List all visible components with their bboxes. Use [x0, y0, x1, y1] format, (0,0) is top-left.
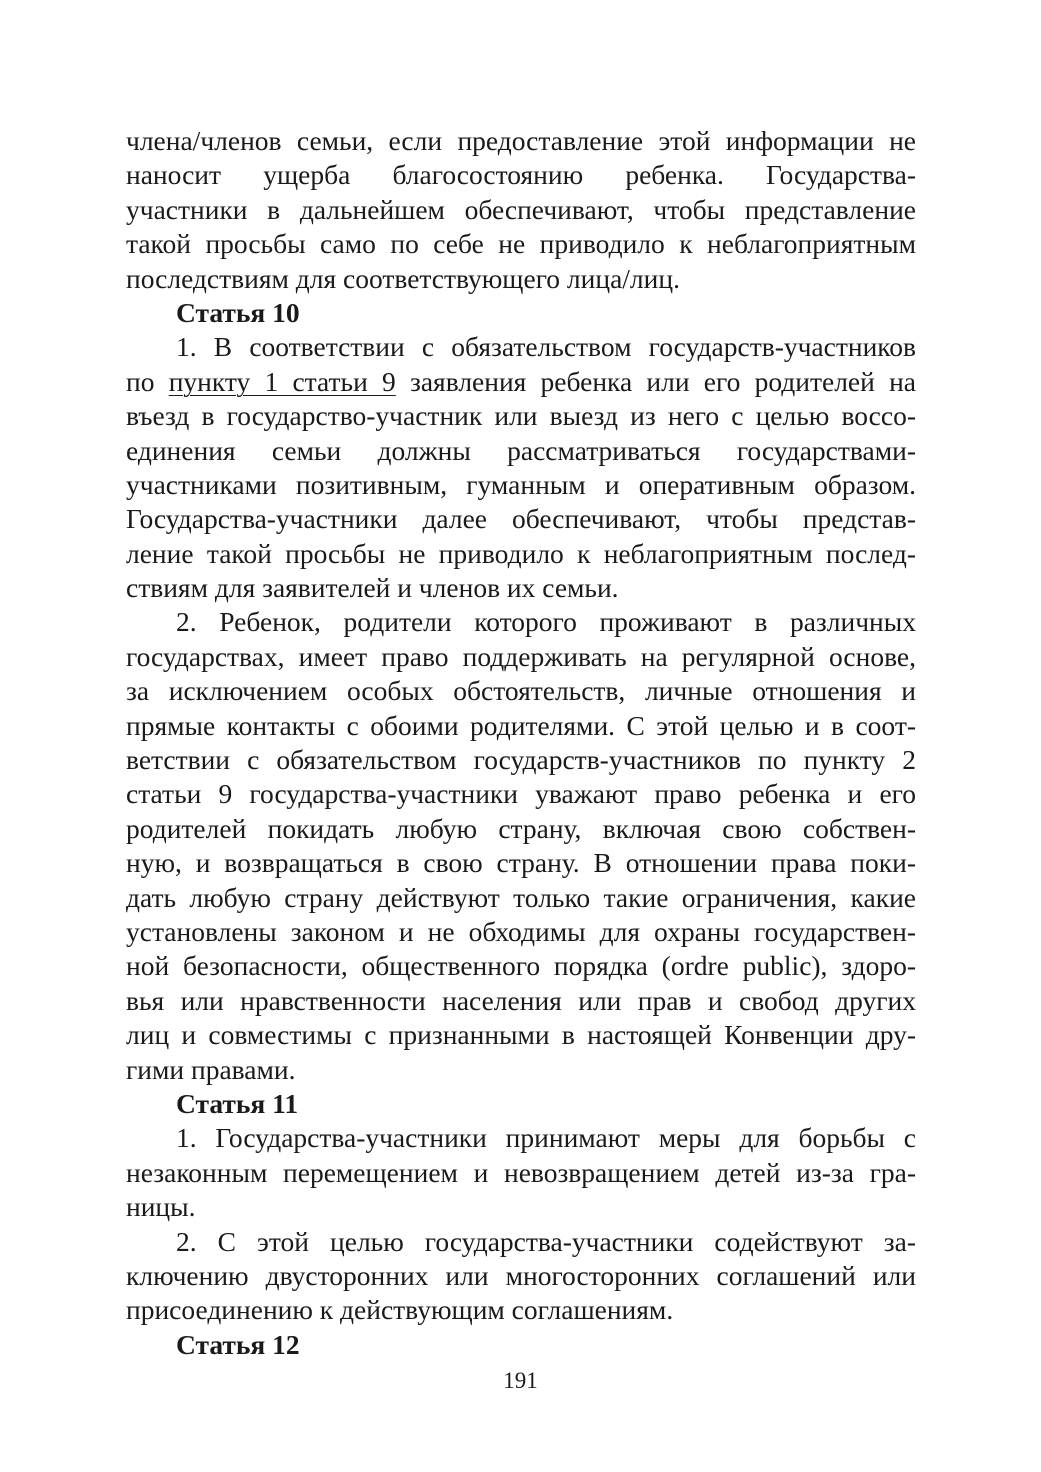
- text-line: единения семьи должны рассматриваться государствами-: [126, 434, 916, 466]
- article-10-heading: Статья 10: [176, 296, 300, 328]
- text-line: ление такой просьбы не приводило к неблагоприятным послед-: [126, 537, 916, 569]
- text-line: прямые контакты с обоими родителями. С этой целью и в соот-: [126, 709, 916, 741]
- text-line: родителей покидать любую страну, включая свою собствен-: [126, 812, 916, 844]
- text-line: ницы.: [126, 1191, 196, 1223]
- text-line: члена/членов семьи, если предоставление этой информации не: [126, 125, 916, 156]
- text-line: 1. В соответствии с обязательством государств-участников: [176, 331, 916, 363]
- text-line-with-link: [126, 365, 916, 399]
- text-line: статьи 9 государства-участники уважают право ребенка и его: [126, 778, 916, 810]
- text-line: присоединению к действующим соглашениям.: [126, 1294, 674, 1326]
- text-line: 2. Ребенок, родители которого проживают в различных: [176, 606, 916, 638]
- text-fragment: по: [126, 365, 155, 397]
- cross-reference-link[interactable]: пункту 1 статьи 9: [168, 365, 396, 397]
- text-line: последствиям для соответствующего лица/лиц.: [126, 262, 680, 294]
- text-line: въезд в государство-участник или выезд из него с целью воссо-: [126, 400, 916, 432]
- text-line: ной безопасности, общественного порядка (ordre public), здоро-: [126, 950, 916, 982]
- article-11-heading: Статья 11: [176, 1087, 299, 1119]
- text-line: вья или нравственности населения или прав и свобод других: [126, 984, 916, 1016]
- text-line: установлены законом и не обходимы для охраны государствен-: [126, 915, 916, 947]
- document-page: [126, 124, 916, 1362]
- text-line: ствиям для заявителей и членов их семьи.: [126, 572, 619, 604]
- text-line: лиц и совместимы с признанными в настоящей Конвенции дру-: [126, 1019, 916, 1051]
- text-line: участники в дальнейшем обеспечивают, чтобы представление: [126, 193, 916, 225]
- page-number: 191: [503, 1368, 538, 1393]
- article-12-heading: Статья 12: [176, 1328, 300, 1360]
- text-line: ную, и возвращаться в свою страну. В отношении права поки-: [126, 847, 916, 879]
- text-line: участниками позитивным, гуманным и оперативным образом.: [126, 468, 916, 500]
- text-line: за исключением особых обстоятельств, личные отношения и: [126, 675, 916, 707]
- text-line: наносит ущерба благосостоянию ребенка. Государства-: [126, 159, 916, 191]
- text-line: Государства-участники далее обеспечивают, чтобы представ-: [126, 503, 916, 535]
- text-fragment: заявления ребенка или его родителей на: [409, 365, 916, 397]
- text-line: 2. С этой целью государства-участники содействуют за-: [176, 1225, 916, 1257]
- text-line: ключению двусторонних или многосторонних соглашений или: [126, 1259, 916, 1291]
- text-line: 1. Государства-участники принимают меры для борьбы с: [176, 1122, 916, 1154]
- text-line: государствах, имеет право поддерживать на регулярной основе,: [126, 640, 916, 672]
- text-line: такой просьбы само по себе не приводило к неблагоприятным: [126, 228, 916, 260]
- text-line: ветствии с обязательством государств-участников по пункту 2: [126, 744, 916, 776]
- text-line: гими правами.: [126, 1053, 296, 1085]
- text-line: дать любую страну действуют только такие ограничения, какие: [126, 881, 916, 913]
- text-line: незаконным перемещением и невозвращением детей из-за гра-: [126, 1156, 916, 1188]
